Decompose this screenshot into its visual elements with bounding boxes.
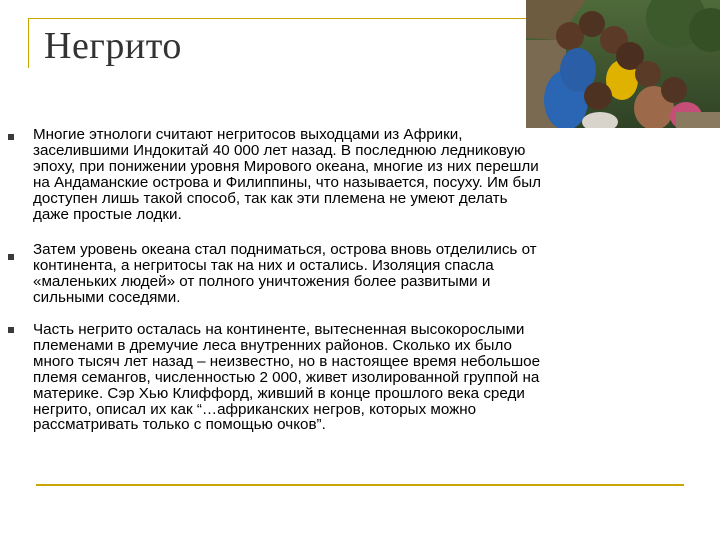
text-line: заселившими Индокитай 40 000 лет назад. В последнюю ледниковую (33, 141, 526, 159)
text-line: много тысяч лет назад – неизвестно, но в настоящее время небольшое (33, 352, 541, 370)
paragraph (33, 322, 693, 433)
slide-title: Негрито (44, 25, 182, 67)
text-line: «маленьких людей» от полного уничтожения более развитыми и (33, 272, 491, 290)
text-line: сильными соседями. (33, 288, 181, 306)
group-photo-image (526, 0, 720, 128)
text-line: Часть негрито осталась на континенте, вытесненная высокорослыми (33, 321, 525, 338)
text-line: даже простые лодки. (33, 205, 182, 223)
text-line: на Андаманские острова и Филиппины, что называется, посуху. Им был (33, 173, 542, 191)
bottom-divider-line (36, 484, 684, 486)
text-line: материке. Сэр Хью Клиффорд, живший в конце прошлого века среди (33, 384, 525, 402)
bullet-marker (8, 254, 14, 260)
text-line: Затем уровень океана стал подниматься, острова вновь отделились от (33, 241, 537, 258)
bullet-marker (8, 327, 14, 333)
text-line: рассматривать только с помощью очков”. (33, 416, 326, 434)
title-frame-top-line (28, 18, 528, 19)
text-line: негрито, описал их как “…африканских негров, которых можно (33, 400, 477, 418)
text-line: племя семангов, численностью 2 000, живет изолированной группой на (33, 368, 540, 386)
paragraph (33, 242, 693, 306)
text-line: племенами в дремучие леса внутренних районов. Сколько их было (33, 336, 512, 354)
text-line: доступен лишь такой способ, так как эти племена не умеют делать (33, 189, 508, 207)
bullet-marker (8, 134, 14, 140)
text-line: эпоху, при понижении уровня Мирового океана, многие из них перешли (33, 157, 539, 175)
text-line: континента, а негритосы так на них и остались. Изоляция спасла (33, 256, 494, 274)
title-frame-left-line (28, 18, 29, 68)
paragraph (33, 127, 693, 222)
text-line: Многие этнологи считают негритосов выходцами из Африки, (33, 126, 463, 143)
